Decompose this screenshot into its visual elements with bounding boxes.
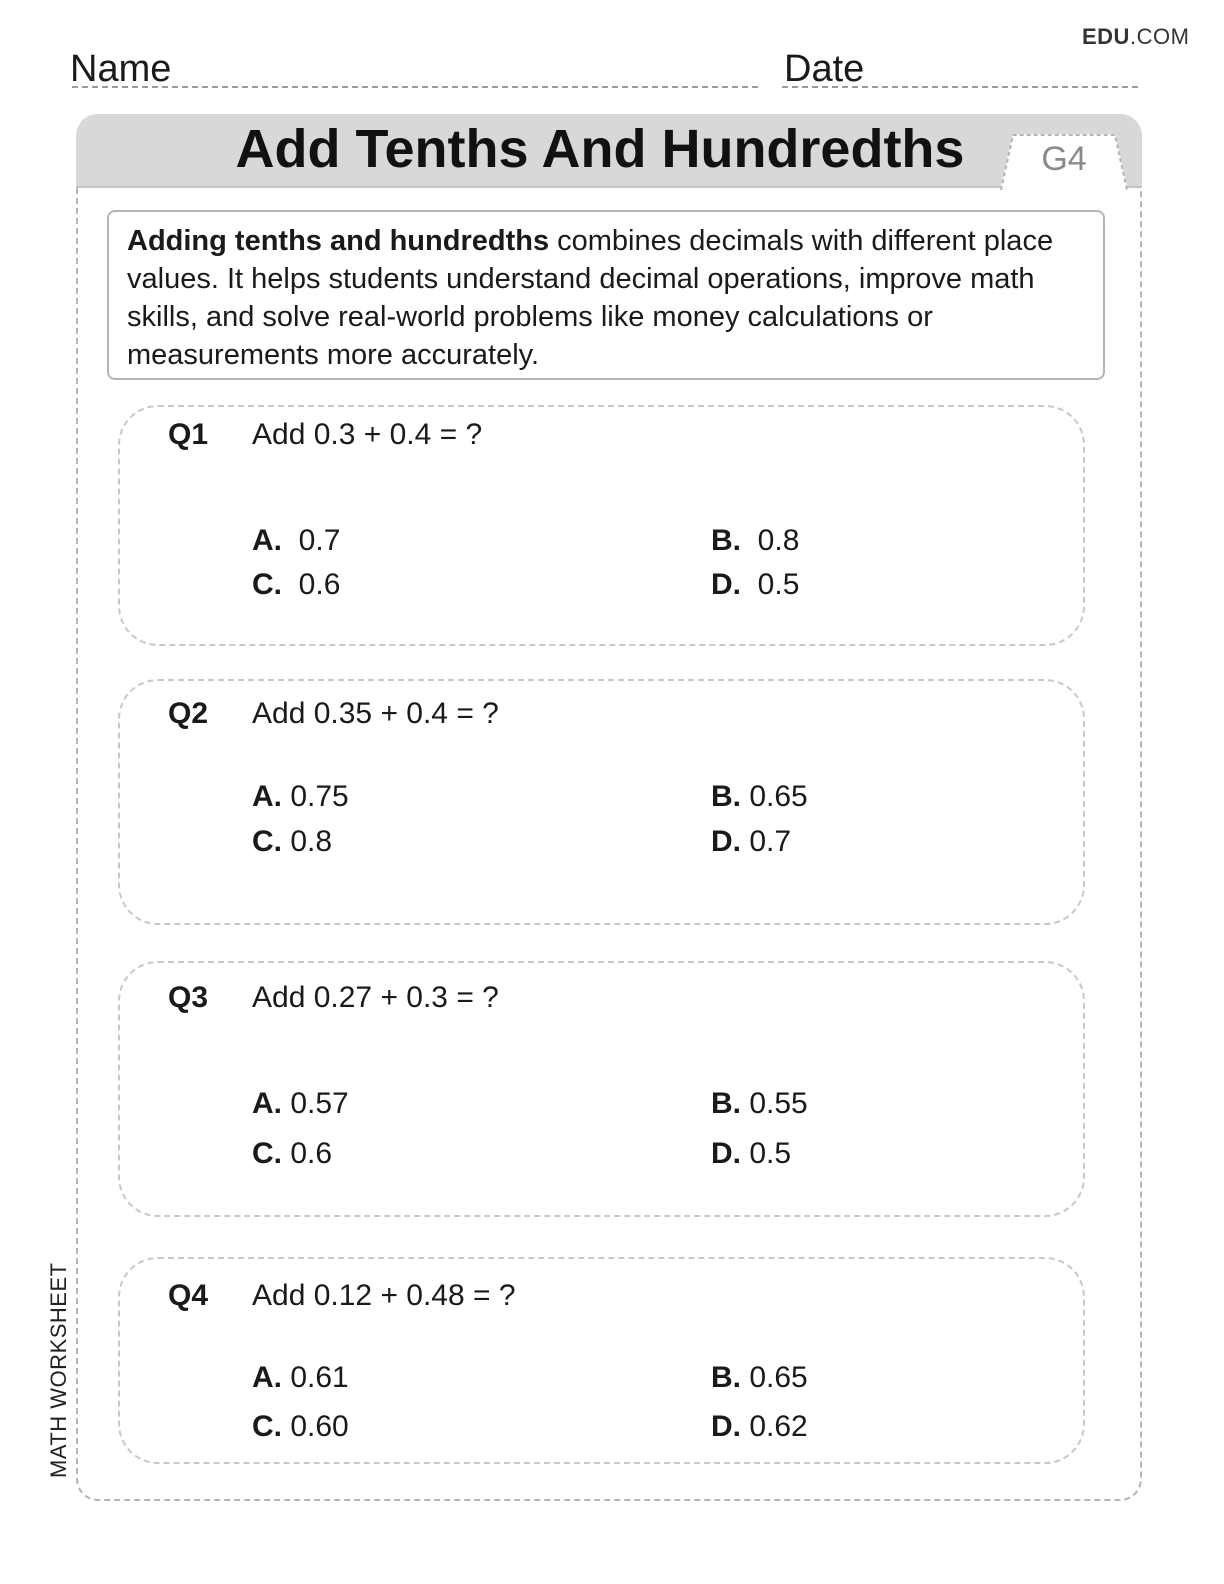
option-c[interactable] xyxy=(252,1137,332,1171)
option-b[interactable] xyxy=(711,1087,808,1121)
question-number: Q4 xyxy=(168,1279,209,1312)
option-d[interactable] xyxy=(711,1410,808,1444)
option-value: 0.6 xyxy=(298,568,341,601)
option-letter: B. xyxy=(711,524,741,557)
question-text: Add 0.35 + 0.4 = ? xyxy=(252,697,499,730)
option-value: 0.61 xyxy=(290,1361,349,1394)
question-number: Q2 xyxy=(168,697,209,730)
option-a[interactable] xyxy=(252,780,349,814)
option-value: 0.6 xyxy=(290,1137,333,1170)
option-letter: A. xyxy=(252,780,282,813)
option-b[interactable] xyxy=(711,524,799,558)
option-letter: C. xyxy=(252,568,282,601)
brand-logo xyxy=(1082,24,1189,50)
date-label: Date xyxy=(784,48,865,90)
option-value: 0.5 xyxy=(757,568,800,601)
option-b[interactable] xyxy=(711,780,808,814)
grade-badge: G4 xyxy=(1041,140,1087,178)
intro-text: combines decimals with different place values. It helps students understand decimal operations, improve math skills, and solve real-world problems like money calculations or measurements more accurately. xyxy=(127,225,1054,371)
option-c[interactable] xyxy=(252,825,332,859)
option-value: 0.55 xyxy=(749,1087,808,1120)
option-value: 0.8 xyxy=(757,524,800,557)
question-text: Add 0.12 + 0.48 = ? xyxy=(252,1279,516,1312)
option-letter: D. xyxy=(711,1137,741,1170)
option-letter: C. xyxy=(252,825,282,858)
side-label: MATH WORKSHEET xyxy=(46,1262,71,1478)
option-value: 0.60 xyxy=(290,1410,349,1443)
option-value: 0.75 xyxy=(290,780,349,813)
option-letter: B. xyxy=(711,780,741,813)
option-d[interactable] xyxy=(711,568,799,602)
name-line[interactable] xyxy=(72,86,758,88)
option-letter: B. xyxy=(711,1361,741,1394)
option-letter: D. xyxy=(711,825,741,858)
option-value: 0.8 xyxy=(290,825,333,858)
option-letter: D. xyxy=(711,1410,741,1443)
option-d[interactable] xyxy=(711,825,791,859)
option-value: 0.5 xyxy=(749,1137,792,1170)
name-label: Name xyxy=(70,48,172,90)
option-a[interactable] xyxy=(252,1361,349,1395)
option-letter: A. xyxy=(252,524,282,557)
question-number: Q3 xyxy=(168,981,209,1014)
option-d[interactable] xyxy=(711,1137,791,1171)
option-letter: C. xyxy=(252,1137,282,1170)
question-text: Add 0.27 + 0.3 = ? xyxy=(252,981,499,1014)
option-letter: A. xyxy=(252,1087,282,1120)
option-value: 0.62 xyxy=(749,1410,808,1443)
option-letter: D. xyxy=(711,568,741,601)
intro-box xyxy=(107,210,1105,380)
intro-bold: Adding tenths and hundredths xyxy=(127,225,550,257)
option-letter: C. xyxy=(252,1410,282,1443)
option-letter: B. xyxy=(711,1087,741,1120)
option-a[interactable] xyxy=(252,524,340,558)
page-title: Add Tenths And Hundredths xyxy=(235,119,965,179)
question-number: Q1 xyxy=(168,418,209,451)
option-value: 0.65 xyxy=(749,780,808,813)
option-value: 0.57 xyxy=(290,1087,349,1120)
option-value: 0.7 xyxy=(749,825,792,858)
option-c[interactable] xyxy=(252,568,340,602)
option-c[interactable] xyxy=(252,1410,349,1444)
option-value: 0.7 xyxy=(298,524,341,557)
option-letter: A. xyxy=(252,1361,282,1394)
question-text: Add 0.3 + 0.4 = ? xyxy=(252,418,483,451)
option-a[interactable] xyxy=(252,1087,349,1121)
option-b[interactable] xyxy=(711,1361,808,1395)
brand-rest: .COM xyxy=(1129,24,1190,49)
date-line[interactable] xyxy=(782,86,1138,88)
brand-bold: EDU xyxy=(1082,24,1130,49)
option-value: 0.65 xyxy=(749,1361,808,1394)
